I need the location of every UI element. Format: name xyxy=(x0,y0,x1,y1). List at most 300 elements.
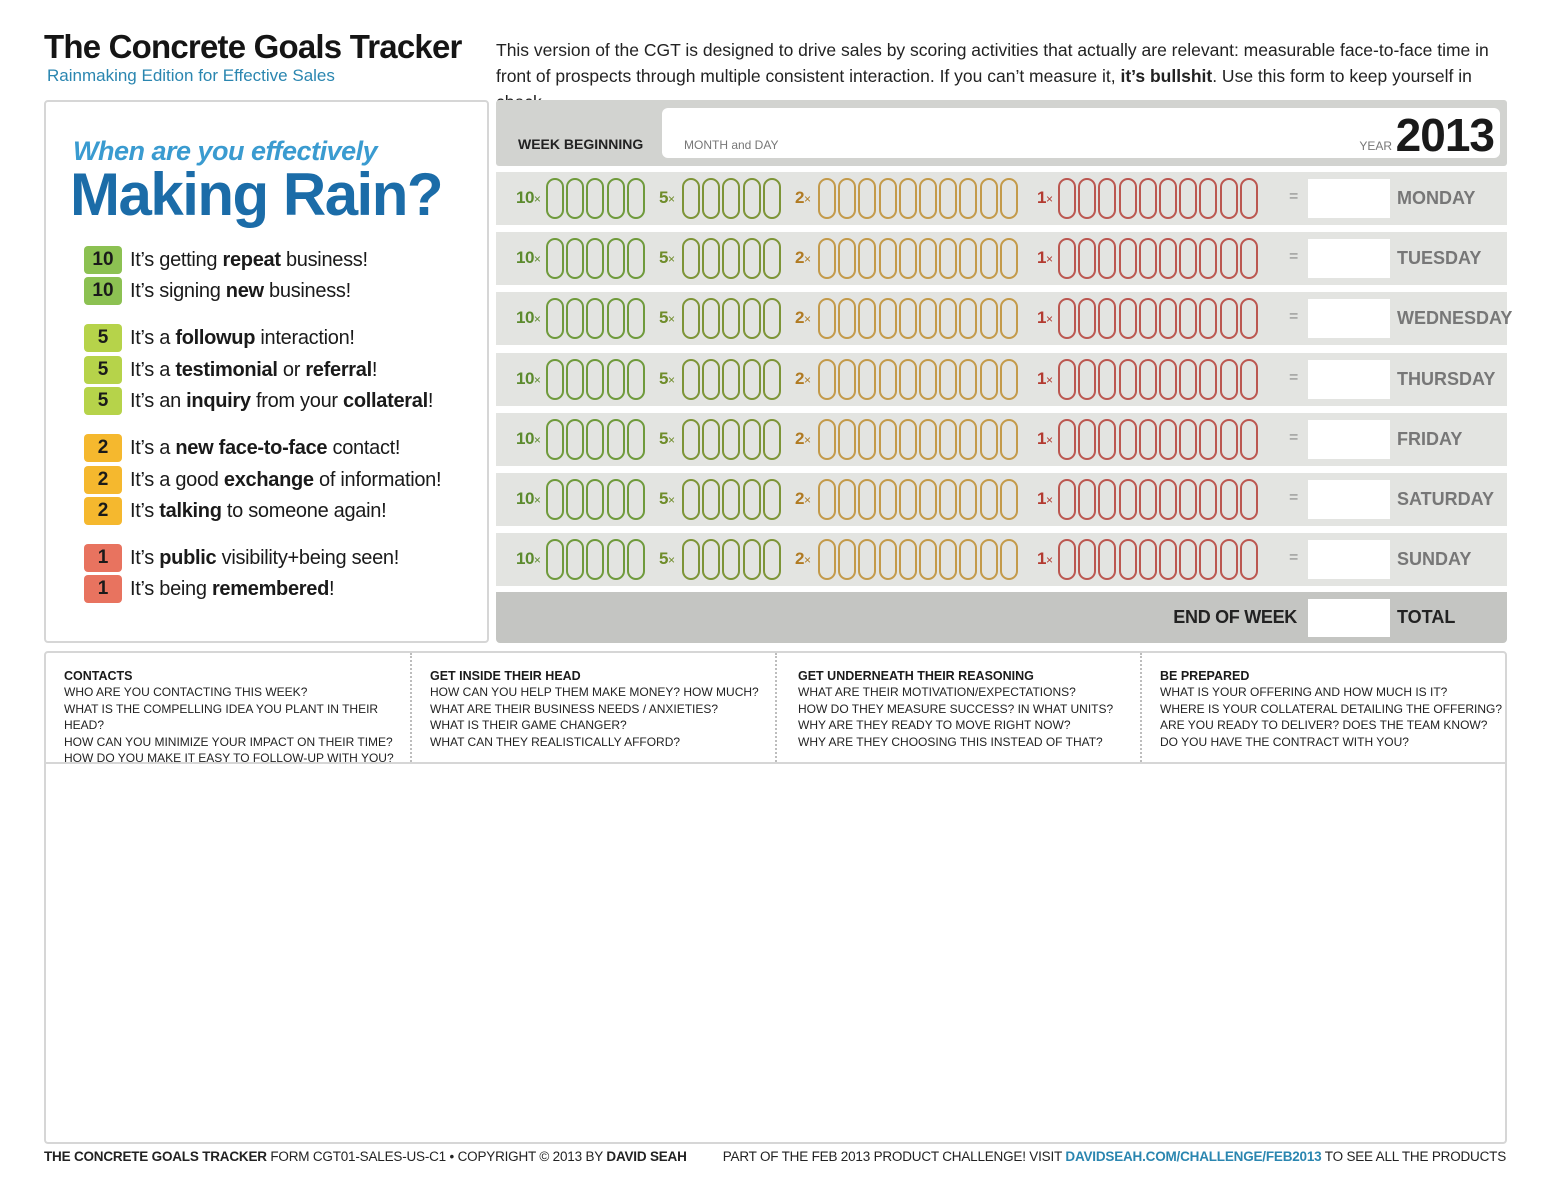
tally-slot-group xyxy=(1058,238,1260,279)
tally-slot[interactable] xyxy=(1179,539,1197,580)
tally-slot[interactable] xyxy=(899,539,917,580)
tally-slot[interactable] xyxy=(1078,178,1096,219)
tally-slot[interactable] xyxy=(1119,359,1137,400)
text-pre: It’s a xyxy=(130,358,176,381)
multiplier-value: 2 xyxy=(795,188,804,207)
tally-slot[interactable] xyxy=(763,479,781,520)
tally-slot[interactable] xyxy=(1220,238,1238,279)
tally-slot[interactable] xyxy=(682,419,700,460)
tally-slot[interactable] xyxy=(702,178,720,219)
multiplier-value: 5 xyxy=(659,308,668,328)
tally-slot[interactable] xyxy=(546,238,564,279)
score-badge: 5 xyxy=(84,387,122,415)
tally-slot[interactable] xyxy=(818,539,836,580)
tally-slot[interactable] xyxy=(1098,479,1116,520)
tally-slot[interactable] xyxy=(879,178,897,219)
tally-slot[interactable] xyxy=(682,359,700,400)
multiplier-x: × xyxy=(1045,192,1053,206)
day-total-box[interactable] xyxy=(1308,480,1390,519)
tally-slot[interactable] xyxy=(607,419,625,460)
tally-slot[interactable] xyxy=(939,298,957,339)
tally-slot[interactable] xyxy=(980,539,998,580)
tally-slot[interactable] xyxy=(1078,359,1096,400)
tally-slot[interactable] xyxy=(763,238,781,279)
tally-slot[interactable] xyxy=(722,539,740,580)
tally-slot[interactable] xyxy=(743,419,761,460)
text-mid: to someone again! xyxy=(221,499,387,522)
tally-slot[interactable] xyxy=(818,419,836,460)
multiplier-x: × xyxy=(533,372,541,387)
day-name: SATURDAY xyxy=(1397,489,1495,509)
day-total-box[interactable] xyxy=(1308,299,1390,338)
tally-slot[interactable] xyxy=(722,238,740,279)
tally-slot[interactable] xyxy=(1139,419,1157,460)
multiplier-label xyxy=(659,489,674,509)
tally-slot[interactable] xyxy=(1159,298,1177,339)
text-pre: It’s being xyxy=(130,577,212,600)
tally-slot[interactable] xyxy=(1240,479,1258,520)
tally-slot[interactable] xyxy=(586,419,604,460)
tally-slot[interactable] xyxy=(763,539,781,580)
tally-slot[interactable] xyxy=(1058,178,1076,219)
tally-slot[interactable] xyxy=(1058,419,1076,460)
tally-slot[interactable] xyxy=(743,238,761,279)
multiplier-label xyxy=(795,549,810,569)
tally-slot[interactable] xyxy=(919,238,937,279)
tally-slot[interactable] xyxy=(879,298,897,339)
tally-slot[interactable] xyxy=(1078,539,1096,580)
tally-slot[interactable] xyxy=(838,238,856,279)
prompt-question: WHAT ARE THEIR BUSINESS NEEDS / ANXIETIES? xyxy=(430,701,719,716)
tally-slot[interactable] xyxy=(1000,359,1018,400)
tally-slot[interactable] xyxy=(1159,419,1177,460)
tally-slot[interactable] xyxy=(1159,539,1177,580)
tally-slot[interactable] xyxy=(1199,298,1217,339)
tally-slot[interactable] xyxy=(1220,539,1238,580)
tally-slot[interactable] xyxy=(1000,539,1018,580)
tally-slot[interactable] xyxy=(1098,419,1116,460)
multiplier-value: 10 xyxy=(516,489,534,508)
tally-slot[interactable] xyxy=(1000,479,1018,520)
tally-slot[interactable] xyxy=(586,539,604,580)
multiplier-x: × xyxy=(803,312,811,327)
multiplier-x: × xyxy=(1045,432,1053,447)
tally-slot[interactable] xyxy=(566,419,584,460)
tally-slot[interactable] xyxy=(763,359,781,400)
day-row xyxy=(496,232,1507,285)
legend-item xyxy=(84,246,368,274)
tally-slot[interactable] xyxy=(1058,539,1076,580)
tally-slot[interactable] xyxy=(722,298,740,339)
tally-slot[interactable] xyxy=(627,298,645,339)
tally-slot[interactable] xyxy=(1179,178,1197,219)
tally-slot[interactable] xyxy=(858,479,876,520)
tally-slot[interactable] xyxy=(1000,178,1018,219)
day-total-box[interactable] xyxy=(1308,179,1390,218)
tally-slot[interactable] xyxy=(1240,359,1258,400)
tally-slot[interactable] xyxy=(1220,298,1238,339)
multiplier-label xyxy=(795,308,810,328)
legend-item xyxy=(84,387,433,415)
tally-slot[interactable] xyxy=(566,178,584,219)
tally-slot[interactable] xyxy=(546,539,564,580)
tally-slot[interactable] xyxy=(1139,298,1157,339)
tally-slot[interactable] xyxy=(586,359,604,400)
tally-slot[interactable] xyxy=(980,178,998,219)
weekly-total-box[interactable] xyxy=(1308,599,1390,637)
tally-slot[interactable] xyxy=(743,359,761,400)
tally-slot[interactable] xyxy=(1098,359,1116,400)
tally-slot[interactable] xyxy=(899,419,917,460)
legend-item-text xyxy=(130,359,377,382)
multiplier-value: 5 xyxy=(659,368,668,388)
tally-slot[interactable] xyxy=(1139,479,1157,520)
legend-item xyxy=(84,324,355,352)
tally-slot[interactable] xyxy=(858,238,876,279)
tally-slot[interactable] xyxy=(919,479,937,520)
tally-slot[interactable] xyxy=(1220,479,1238,520)
tally-slot[interactable] xyxy=(1199,539,1217,580)
tally-slot[interactable] xyxy=(1000,419,1018,460)
tally-slot[interactable] xyxy=(899,298,917,339)
tally-slot[interactable] xyxy=(959,238,977,279)
tally-slot[interactable] xyxy=(879,479,897,520)
text-post: ! xyxy=(371,358,378,381)
tally-slot[interactable] xyxy=(1000,238,1018,279)
text-pre: It’s getting xyxy=(130,248,223,271)
prompt-column xyxy=(410,653,775,762)
tally-slot[interactable] xyxy=(1058,479,1076,520)
tally-slot[interactable] xyxy=(743,178,761,219)
tally-slot[interactable] xyxy=(1078,298,1096,339)
tally-slot[interactable] xyxy=(607,238,625,279)
tally-slot[interactable] xyxy=(858,298,876,339)
tally-slot[interactable] xyxy=(838,298,856,339)
tally-slot[interactable] xyxy=(1220,178,1238,219)
multiplier-label xyxy=(659,188,674,208)
tally-slot[interactable] xyxy=(879,359,897,400)
prompt-column xyxy=(775,653,1140,762)
tally-slot[interactable] xyxy=(1220,419,1238,460)
tally-slot[interactable] xyxy=(980,238,998,279)
tally-slot[interactable] xyxy=(1098,298,1116,339)
tally-slot[interactable] xyxy=(1240,298,1258,339)
day-name: WEDNESDAY xyxy=(1397,308,1513,329)
tally-slot[interactable] xyxy=(959,419,977,460)
tally-slot[interactable] xyxy=(818,178,836,219)
tally-slot[interactable] xyxy=(1179,359,1197,400)
footer-challenge xyxy=(723,1149,1506,1164)
tally-slot[interactable] xyxy=(919,419,937,460)
tally-slot[interactable] xyxy=(682,479,700,520)
tally-slot[interactable] xyxy=(1119,238,1137,279)
multiplier-label xyxy=(1037,549,1052,569)
day-total-box[interactable] xyxy=(1308,540,1390,579)
tally-slot[interactable] xyxy=(1119,479,1137,520)
tally-slot[interactable] xyxy=(1240,539,1258,580)
multiplier-label xyxy=(1037,188,1052,208)
legend-item-text xyxy=(130,547,399,570)
day-row xyxy=(496,292,1513,345)
tally-slot[interactable] xyxy=(566,539,584,580)
prompt-heading: GET INSIDE THEIR HEAD xyxy=(430,669,581,683)
tally-slot[interactable] xyxy=(858,539,876,580)
equals-sign: = xyxy=(1289,308,1299,326)
month-day-label: MONTH and DAY xyxy=(684,138,779,152)
multiplier-x: × xyxy=(533,192,541,206)
tally-slot[interactable] xyxy=(1078,419,1096,460)
tally-slot[interactable] xyxy=(1199,359,1217,400)
tally-slot[interactable] xyxy=(959,298,977,339)
tally-slot[interactable] xyxy=(980,298,998,339)
tally-slot[interactable] xyxy=(818,479,836,520)
text-mid: business! xyxy=(263,279,351,302)
tally-slot[interactable] xyxy=(1119,539,1137,580)
tally-slot[interactable] xyxy=(1240,178,1258,219)
tally-slot[interactable] xyxy=(879,539,897,580)
tally-slot[interactable] xyxy=(1199,419,1217,460)
tally-slot[interactable] xyxy=(939,539,957,580)
multiplier-x: × xyxy=(533,252,541,267)
tally-slot[interactable] xyxy=(607,178,625,219)
tally-slot[interactable] xyxy=(586,178,604,219)
multiplier-value: 10 xyxy=(516,368,534,388)
tally-slot-group xyxy=(818,359,1020,400)
tally-slot[interactable] xyxy=(1139,539,1157,580)
tally-slot[interactable] xyxy=(1119,298,1137,339)
multiplier-value: 2 xyxy=(795,428,804,448)
multiplier-label xyxy=(516,308,540,328)
tally-slot[interactable] xyxy=(1159,238,1177,279)
day-total-box[interactable] xyxy=(1308,420,1390,459)
tally-slot[interactable] xyxy=(1058,298,1076,339)
tally-slot[interactable] xyxy=(838,479,856,520)
tally-slot[interactable] xyxy=(899,359,917,400)
tally-slot[interactable] xyxy=(1159,178,1177,219)
tally-slot[interactable] xyxy=(1058,359,1076,400)
multiplier-value: 2 xyxy=(795,368,804,388)
tally-slot-group xyxy=(546,419,647,460)
tally-slot[interactable] xyxy=(939,238,957,279)
day-total-box[interactable] xyxy=(1308,360,1390,399)
tally-slot[interactable] xyxy=(1240,419,1258,460)
week-date-field[interactable] xyxy=(662,108,1500,161)
tally-slot[interactable] xyxy=(1199,178,1217,219)
tally-slot[interactable] xyxy=(1179,479,1197,520)
year-value: 2013 xyxy=(1395,109,1494,161)
tally-slot[interactable] xyxy=(586,298,604,339)
tally-slot[interactable] xyxy=(1139,178,1157,219)
score-badge: 10 xyxy=(84,246,122,274)
tally-slot[interactable] xyxy=(1179,298,1197,339)
tally-slot[interactable] xyxy=(627,479,645,520)
tally-slot[interactable] xyxy=(702,479,720,520)
tally-slot-group xyxy=(682,178,783,219)
tally-slot[interactable] xyxy=(838,178,856,219)
tally-slot[interactable] xyxy=(546,298,564,339)
tally-slot[interactable] xyxy=(627,359,645,400)
tally-slot[interactable] xyxy=(818,359,836,400)
tally-slot[interactable] xyxy=(818,238,836,279)
tally-slot[interactable] xyxy=(959,178,977,219)
tally-slot[interactable] xyxy=(586,238,604,279)
tally-slot[interactable] xyxy=(1179,238,1197,279)
multiplier-value: 1 xyxy=(1037,489,1046,508)
tally-slot[interactable] xyxy=(879,419,897,460)
tally-slot[interactable] xyxy=(607,539,625,580)
tally-slot[interactable] xyxy=(838,419,856,460)
tally-slot[interactable] xyxy=(546,178,564,219)
text-mid: business! xyxy=(280,248,368,271)
tally-slot[interactable] xyxy=(763,419,781,460)
tally-slot[interactable] xyxy=(682,539,700,580)
tally-slot[interactable] xyxy=(959,479,977,520)
tally-slot[interactable] xyxy=(899,479,917,520)
tally-slot[interactable] xyxy=(919,539,937,580)
year-label: YEAR xyxy=(1359,139,1392,153)
legend-item-text xyxy=(130,469,441,492)
tally-slot[interactable] xyxy=(919,178,937,219)
tally-slot[interactable] xyxy=(838,539,856,580)
text-bold: remembered xyxy=(211,577,330,600)
tally-slot[interactable] xyxy=(899,238,917,279)
tally-slot[interactable] xyxy=(858,178,876,219)
legend-item-text xyxy=(130,249,368,272)
tally-slot-group xyxy=(682,238,783,279)
text-bold: new xyxy=(225,279,264,302)
tally-slot[interactable] xyxy=(1199,479,1217,520)
page-title: The Concrete Goals Tracker xyxy=(44,28,462,65)
tally-slot[interactable] xyxy=(1139,359,1157,400)
tally-slot[interactable] xyxy=(1119,419,1137,460)
text-post: ! xyxy=(427,389,434,412)
tally-slot[interactable] xyxy=(682,238,700,279)
tally-slot[interactable] xyxy=(607,359,625,400)
tally-slot[interactable] xyxy=(763,298,781,339)
tally-slot[interactable] xyxy=(919,298,937,339)
tally-slot[interactable] xyxy=(1098,178,1116,219)
scoring-legend-panel xyxy=(44,100,489,643)
tally-slot[interactable] xyxy=(858,359,876,400)
tally-slot[interactable] xyxy=(607,298,625,339)
tally-slot[interactable] xyxy=(546,479,564,520)
tally-slot[interactable] xyxy=(566,479,584,520)
multiplier-label xyxy=(516,188,540,208)
tally-slot[interactable] xyxy=(763,178,781,219)
tally-slot[interactable] xyxy=(722,479,740,520)
tally-slot-group xyxy=(546,238,647,279)
tally-slot[interactable] xyxy=(1179,419,1197,460)
tally-slot[interactable] xyxy=(586,479,604,520)
tally-slot[interactable] xyxy=(1098,539,1116,580)
footer-challenge-link[interactable]: DAVIDSEAH.COM/CHALLENGE/FEB2013 xyxy=(1065,1149,1322,1164)
tally-slot[interactable] xyxy=(743,298,761,339)
tally-slot[interactable] xyxy=(702,298,720,339)
tally-slot[interactable] xyxy=(682,298,700,339)
tally-slot[interactable] xyxy=(722,178,740,219)
tally-slot[interactable] xyxy=(702,419,720,460)
tally-slot[interactable] xyxy=(702,238,720,279)
tally-slot[interactable] xyxy=(566,359,584,400)
tally-slot[interactable] xyxy=(879,238,897,279)
text-bold: testimonial xyxy=(175,358,278,381)
tally-slot[interactable] xyxy=(818,298,836,339)
tally-slot[interactable] xyxy=(1098,238,1116,279)
tally-slot[interactable] xyxy=(980,359,998,400)
tally-slot[interactable] xyxy=(627,238,645,279)
tally-slot[interactable] xyxy=(702,359,720,400)
tally-slot[interactable] xyxy=(838,359,856,400)
tally-slot[interactable] xyxy=(939,479,957,520)
tally-slot-group xyxy=(1058,359,1260,400)
tally-slot[interactable] xyxy=(1159,479,1177,520)
tally-slot[interactable] xyxy=(1078,238,1096,279)
tally-slot[interactable] xyxy=(939,178,957,219)
tally-slot[interactable] xyxy=(546,419,564,460)
prompt-question: WHAT ARE THEIR MOTIVATION/EXPECTATIONS? xyxy=(798,685,1076,699)
tally-slot-group xyxy=(1058,419,1260,460)
tally-slot[interactable] xyxy=(702,539,720,580)
score-badge: 1 xyxy=(84,544,122,572)
tally-slot[interactable] xyxy=(1119,178,1137,219)
day-name: THURSDAY xyxy=(1397,368,1496,389)
tally-slot[interactable] xyxy=(722,359,740,400)
tally-slot[interactable] xyxy=(627,539,645,580)
legend-item-text xyxy=(130,390,433,413)
legend-question-line1: When are you effectively xyxy=(73,136,378,166)
tally-slot[interactable] xyxy=(627,178,645,219)
prompt-question: WHAT IS THE COMPELLING IDEA YOU PLANT IN THEIR HEAD? xyxy=(64,701,379,732)
tally-slot[interactable] xyxy=(566,298,584,339)
tally-slot[interactable] xyxy=(1078,479,1096,520)
tally-slot[interactable] xyxy=(546,359,564,400)
tally-slot[interactable] xyxy=(1199,238,1217,279)
tally-slot[interactable] xyxy=(959,359,977,400)
tally-slot[interactable] xyxy=(919,359,937,400)
tally-slot[interactable] xyxy=(980,479,998,520)
prompt-question: WHO ARE YOU CONTACTING THIS WEEK? xyxy=(64,685,308,699)
tally-slot[interactable] xyxy=(1159,359,1177,400)
tally-slot[interactable] xyxy=(566,238,584,279)
tally-slot[interactable] xyxy=(722,419,740,460)
legend-item xyxy=(84,497,386,525)
tally-slot[interactable] xyxy=(627,419,645,460)
prompt-question: DO YOU HAVE THE CONTRACT WITH YOU? xyxy=(1160,734,1409,749)
tally-slot[interactable] xyxy=(1220,359,1238,400)
tally-slot[interactable] xyxy=(743,479,761,520)
tally-slot[interactable] xyxy=(607,479,625,520)
tally-slot[interactable] xyxy=(1058,238,1076,279)
tally-slot[interactable] xyxy=(899,178,917,219)
tally-slot[interactable] xyxy=(1000,298,1018,339)
multiplier-x: × xyxy=(1045,372,1053,387)
tally-slot[interactable] xyxy=(939,359,957,400)
tally-slot-group xyxy=(682,359,783,400)
text-mid: visibility+being seen! xyxy=(216,546,400,569)
multiplier-label xyxy=(659,248,674,268)
tally-slot[interactable] xyxy=(959,539,977,580)
tally-slot[interactable] xyxy=(743,539,761,580)
tally-slot[interactable] xyxy=(682,178,700,219)
tally-slot[interactable] xyxy=(858,419,876,460)
tally-slot-group xyxy=(546,479,647,520)
day-total-box[interactable] xyxy=(1308,239,1390,278)
tally-slot[interactable] xyxy=(980,419,998,460)
tally-slot[interactable] xyxy=(1240,238,1258,279)
legend-item-text xyxy=(130,280,351,303)
tally-slot[interactable] xyxy=(1139,238,1157,279)
tally-slot[interactable] xyxy=(939,419,957,460)
